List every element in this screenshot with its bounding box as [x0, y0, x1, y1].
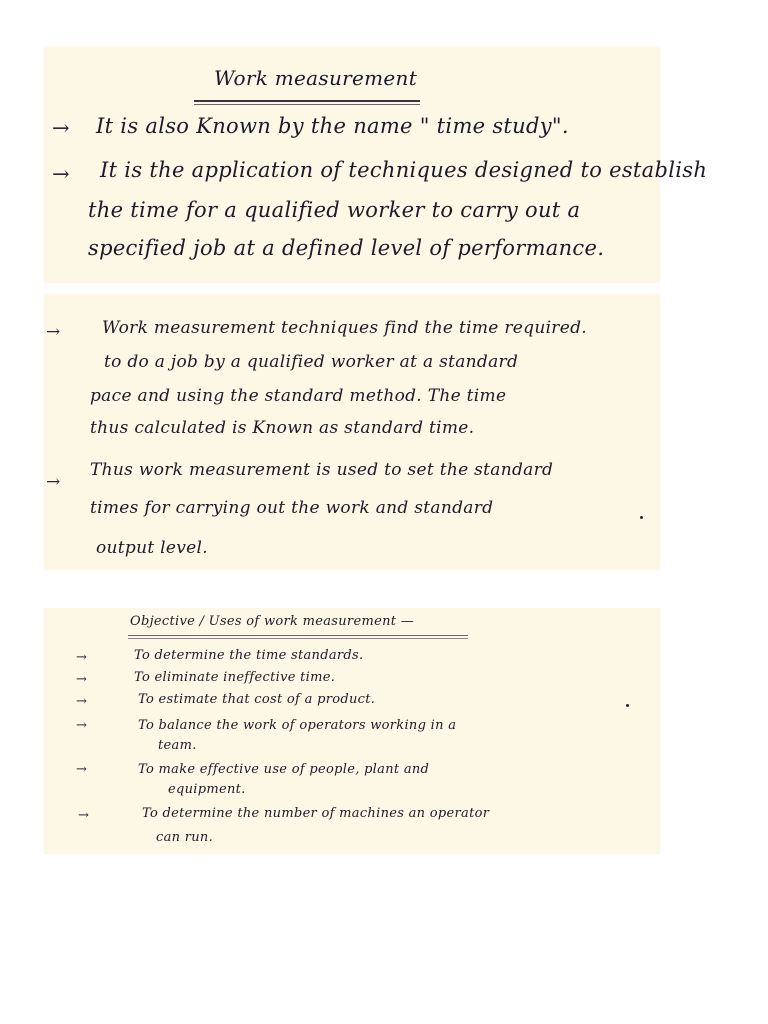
bullet-arrow-icon: →	[46, 322, 61, 342]
title-underline	[128, 638, 468, 639]
bullet-arrow-icon: →	[52, 116, 70, 140]
note-line: the time for a qualified worker to carry out a	[88, 198, 581, 222]
ink-dot	[626, 704, 629, 707]
bullet-arrow-icon: →	[76, 762, 87, 777]
title-underline	[194, 100, 420, 102]
note-line: output level.	[96, 538, 208, 558]
bullet-arrow-icon: →	[76, 672, 87, 687]
list-item: team.	[158, 738, 197, 753]
title-underline	[194, 104, 420, 105]
note-line: to do a job by a qualified worker at a standard	[104, 352, 519, 372]
bullet-arrow-icon: →	[76, 650, 87, 665]
list-item: equipment.	[168, 782, 246, 797]
note-line: Work measurement techniques find the time required.	[102, 318, 587, 338]
note-section-1	[44, 46, 708, 283]
list-item: To make effective use of people, plant and	[138, 762, 430, 777]
note-line: It is the application of techniques designed to establish	[100, 158, 708, 182]
note-line: It is also Known by the name " time study".	[96, 114, 569, 138]
note-title: Work measurement	[214, 66, 418, 90]
ink-dot	[640, 516, 643, 519]
note-section-3	[44, 608, 660, 854]
bullet-arrow-icon: →	[52, 162, 70, 186]
bullet-arrow-icon: →	[76, 718, 87, 733]
note-line: specified job at a defined level of performance.	[88, 236, 605, 260]
list-item: To balance the work of operators working in a	[138, 718, 457, 733]
list-item: To determine the number of machines an operator	[142, 806, 490, 821]
list-item: can run.	[156, 830, 214, 845]
note-line: thus calculated is Known as standard time.	[90, 418, 475, 438]
note-line: pace and using the standard method. The time	[90, 386, 507, 406]
note-title: Objective / Uses of work measurement —	[130, 614, 414, 629]
bullet-arrow-icon: →	[76, 694, 87, 709]
bullet-arrow-icon: →	[46, 472, 61, 492]
bullet-arrow-icon: →	[78, 808, 89, 823]
list-item: To estimate that cost of a product.	[138, 692, 376, 707]
note-line: times for carrying out the work and standard	[90, 498, 494, 518]
note-section-2	[44, 294, 660, 570]
title-underline	[128, 635, 468, 636]
list-item: To eliminate ineffective time.	[134, 670, 336, 685]
list-item: To determine the time standards.	[134, 648, 364, 663]
note-line: Thus work measurement is used to set the standard	[90, 460, 554, 480]
